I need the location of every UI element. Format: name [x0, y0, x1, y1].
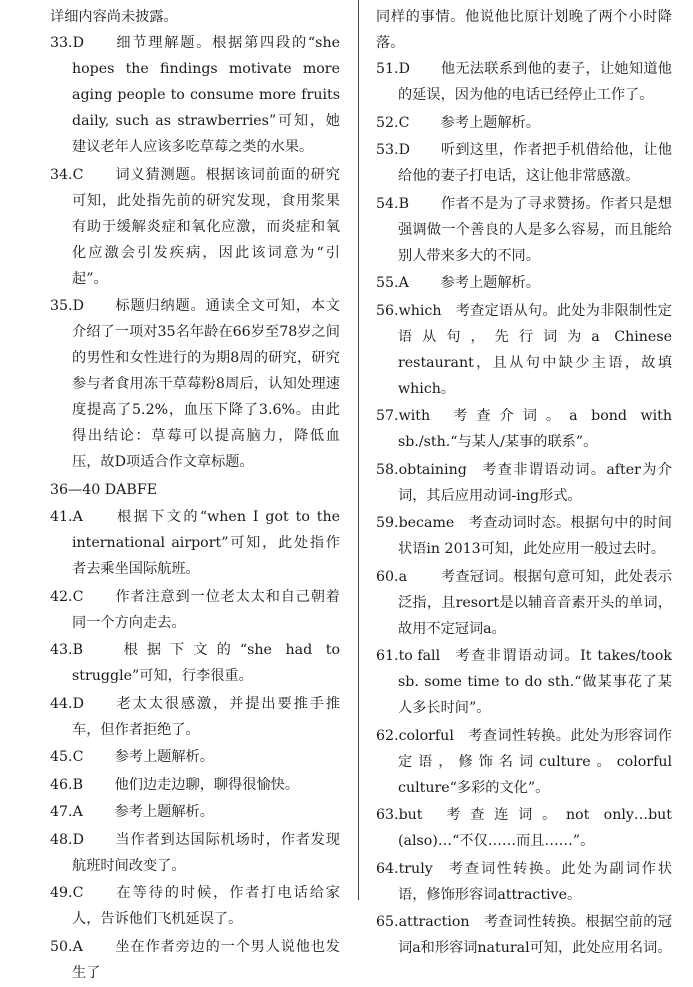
- answer-entry: [376, 270, 672, 296]
- question-number: 33.: [50, 35, 73, 51]
- answer-value: a: [398, 568, 408, 585]
- explanation-text: 考查词性转换。根据空前的冠词a和形容词natural可知，此处应用名词。: [398, 914, 672, 956]
- answer-value: attraction: [398, 914, 470, 930]
- question-number: 53.: [376, 142, 399, 158]
- explanation-text: 参考上题解析。: [440, 275, 540, 291]
- explanation-text: 他无法联系到他的妻子，让她知道他的延误，因为他的电话已经停止工作了。: [398, 61, 672, 103]
- answer-value: D: [398, 61, 410, 77]
- question-number: 63.: [376, 807, 399, 823]
- answer-value: B: [72, 776, 84, 793]
- answer-value: B: [398, 195, 410, 212]
- explanation-text: 细节理解题。根据第四段的“she hopes the findings motivate more aging people to consume more fruits daily, such as strawberries”可知，她建议老年人应该多吃草莓之类的水果。: [72, 35, 340, 155]
- right-answer-list: [376, 56, 672, 961]
- left-column: [50, 4, 340, 987]
- explanation-text: 36—40 DABFE: [50, 481, 158, 498]
- answer-value: C: [398, 114, 410, 131]
- question-number: 51.: [376, 61, 399, 77]
- answer-entry: [50, 799, 340, 825]
- answer-value: D: [72, 695, 84, 712]
- question-number: 43.: [50, 642, 73, 658]
- answer-value: C: [72, 588, 84, 605]
- explanation-text: 词义猜测题。根据该词前面的研究可知，此处指先前的研究发现，食用浆果有助于缓解炎症和氧化应激，而炎症和氧化应激会引发疾病，因此该词意为“引起”。: [72, 166, 340, 287]
- question-number: 64.: [376, 860, 399, 877]
- answer-value: B: [72, 642, 84, 658]
- answer-entry: [50, 880, 340, 932]
- explanation-text: 考查非谓语动词。after为介词，其后应用动词-ing形式。: [398, 461, 672, 504]
- question-number: 58.: [376, 461, 399, 478]
- explanation-text: 考查动词时态。根据句中的时间状语in 2013可知，此处应用一般过去时。: [398, 515, 672, 557]
- right-intro-text: 同样的事情。他说他比原计划晚了两个小时降落。: [376, 9, 672, 51]
- question-number: 57.: [376, 408, 399, 424]
- explanation-text: 根据下文的“when I got to the international airport”可知，此处指作者去乘坐国际航班。: [72, 509, 340, 577]
- answer-entry: [376, 403, 672, 455]
- answer-entry: [50, 162, 340, 292]
- answer-entry: [50, 744, 340, 770]
- answer-entry: [376, 723, 672, 801]
- answer-value: D: [72, 831, 84, 848]
- answer-value: obtaining: [398, 461, 467, 478]
- question-number: 55.: [376, 275, 399, 291]
- answer-value: A: [398, 275, 409, 291]
- answer-entry: [376, 191, 672, 269]
- explanation-text: 考查定语从句。此处为非限制性定语从句，先行词为a Chinese restaurant，且从句中缺少主语，故填which。: [398, 302, 672, 397]
- explanation-text: 考查介词。a bond with sb./sth.“与某人/某事的联系”。: [398, 408, 672, 450]
- answer-entry: [50, 691, 340, 743]
- question-number: 52.: [376, 114, 399, 131]
- column-divider: [358, 0, 359, 900]
- question-number: 65.: [376, 914, 399, 930]
- left-intro-text: 详细内容尚未披露。: [50, 9, 178, 25]
- explanation-text: 参考上题解析。: [114, 804, 214, 820]
- question-number: 54.: [376, 195, 399, 212]
- answer-value: C: [72, 166, 84, 183]
- answer-entry: [50, 293, 340, 475]
- question-number: 35.: [50, 298, 73, 314]
- answer-value: D: [72, 35, 84, 51]
- explanation-text: 听到这里，作者把手机借给他，让他给他的妻子打电话，这让他非常感激。: [398, 142, 672, 184]
- question-number: 45.: [50, 749, 73, 765]
- explanation-text: 考查词性转换。此处为形容词作定语，修饰名词culture。colorful culture“多彩的文化”。: [398, 727, 672, 796]
- question-number: 44.: [50, 695, 73, 712]
- answer-entry: [376, 802, 672, 854]
- explanation-text: 考查冠词。根据句意可知，此处表示泛指，且resort是以辅音音素开头的单词，故用不定冠词a。: [398, 568, 672, 637]
- answer-entry: [50, 934, 340, 986]
- answer-value: D: [398, 142, 410, 158]
- left-answer-list: [50, 30, 340, 986]
- answer-entry: [376, 110, 672, 136]
- answer-value: A: [72, 938, 83, 955]
- answer-entry: [50, 584, 340, 636]
- explanation-text: 老太太很感激，并提出要推手推车，但作者拒绝了。: [72, 695, 340, 738]
- question-number: 56.: [376, 302, 399, 319]
- answer-value: A: [72, 509, 83, 525]
- answer-entry: [50, 637, 340, 689]
- answer-entry: [50, 827, 340, 879]
- explanation-text: 考查非谓语动词。It takes/took sb. some time to do sth.“做某事花了某人多长时间”。: [398, 648, 672, 716]
- question-number: 46.: [50, 776, 73, 793]
- question-number: 41.: [50, 509, 73, 525]
- explanation-text: 坐在作者旁边的一个男人说他也发生了: [72, 938, 340, 981]
- explanation-text: 在等待的时候，作者打电话给家人，告诉他们飞机延误了。: [72, 885, 340, 927]
- answer-entry: [376, 56, 672, 108]
- answer-value: with: [398, 408, 431, 424]
- answer-entry: [376, 909, 672, 961]
- question-number: 42.: [50, 588, 73, 605]
- answer-entry: [376, 457, 672, 509]
- explanation-text: 标题归纳题。通读全文可知，本文介绍了一项对35名年龄在66岁至78岁之间的男性和女性进行的为期8周的研究，研究参与者食用冻干草莓粉8周后，认知处理速度提高了5.2%，血压下降了3.6%。由此得出结论：草莓可以提高脑力，降低血压，故D项适合作文章标题。: [72, 298, 340, 470]
- answer-entry: [50, 477, 340, 503]
- question-number: 60.: [376, 568, 399, 585]
- question-number: 47.: [50, 804, 73, 820]
- answer-entry: [376, 564, 672, 642]
- answer-entry: [50, 772, 340, 798]
- explanation-text: 根据下文的“she had to struggle”可知，行李很重。: [72, 642, 340, 684]
- answer-value: became: [398, 515, 455, 531]
- answer-entry: [376, 298, 672, 402]
- explanation-text: 参考上题解析。: [440, 114, 540, 131]
- answer-entry: [376, 510, 672, 562]
- question-number: 62.: [376, 727, 399, 744]
- right-column: [376, 4, 672, 963]
- answer-value: C: [72, 749, 84, 765]
- answer-value: which: [398, 302, 442, 319]
- answer-value: C: [72, 885, 84, 901]
- question-number: 48.: [50, 831, 73, 848]
- explanation-text: 考查连词。not only…but (also)…“不仅……而且……”。: [398, 807, 672, 849]
- explanation-text: 作者不是为了寻求赞扬。作者只是想强调做一个善良的人是多么容易，而且能给别人带来多大的不同。: [398, 195, 672, 264]
- answer-entry: [376, 643, 672, 721]
- answer-value: truly: [398, 860, 433, 877]
- explanation-text: 参考上题解析。: [114, 749, 214, 765]
- question-number: 49.: [50, 885, 73, 901]
- answer-value: D: [72, 298, 84, 314]
- answer-value: colorful: [398, 727, 454, 744]
- answer-value: to fall: [398, 648, 441, 664]
- explanation-text: 考查词性转换。此处为副词作状语，修饰形容词attractive。: [398, 860, 672, 903]
- answer-entry: [50, 504, 340, 582]
- explanation-text: 当作者到达国际机场时，作者发现航班时间改变了。: [72, 831, 340, 874]
- answer-entry: [50, 30, 340, 160]
- answer-value: but: [398, 807, 423, 823]
- explanation-text: 作者注意到一位老太太和自己朝着同一个方向走去。: [72, 588, 340, 631]
- question-number: 50.: [50, 938, 73, 955]
- answer-value: A: [72, 804, 83, 820]
- question-number: 61.: [376, 648, 399, 664]
- answer-entry: [376, 137, 672, 189]
- question-number: 59.: [376, 515, 399, 531]
- question-number: 34.: [50, 166, 73, 183]
- explanation-text: 他们边走边聊，聊得很愉快。: [114, 776, 300, 793]
